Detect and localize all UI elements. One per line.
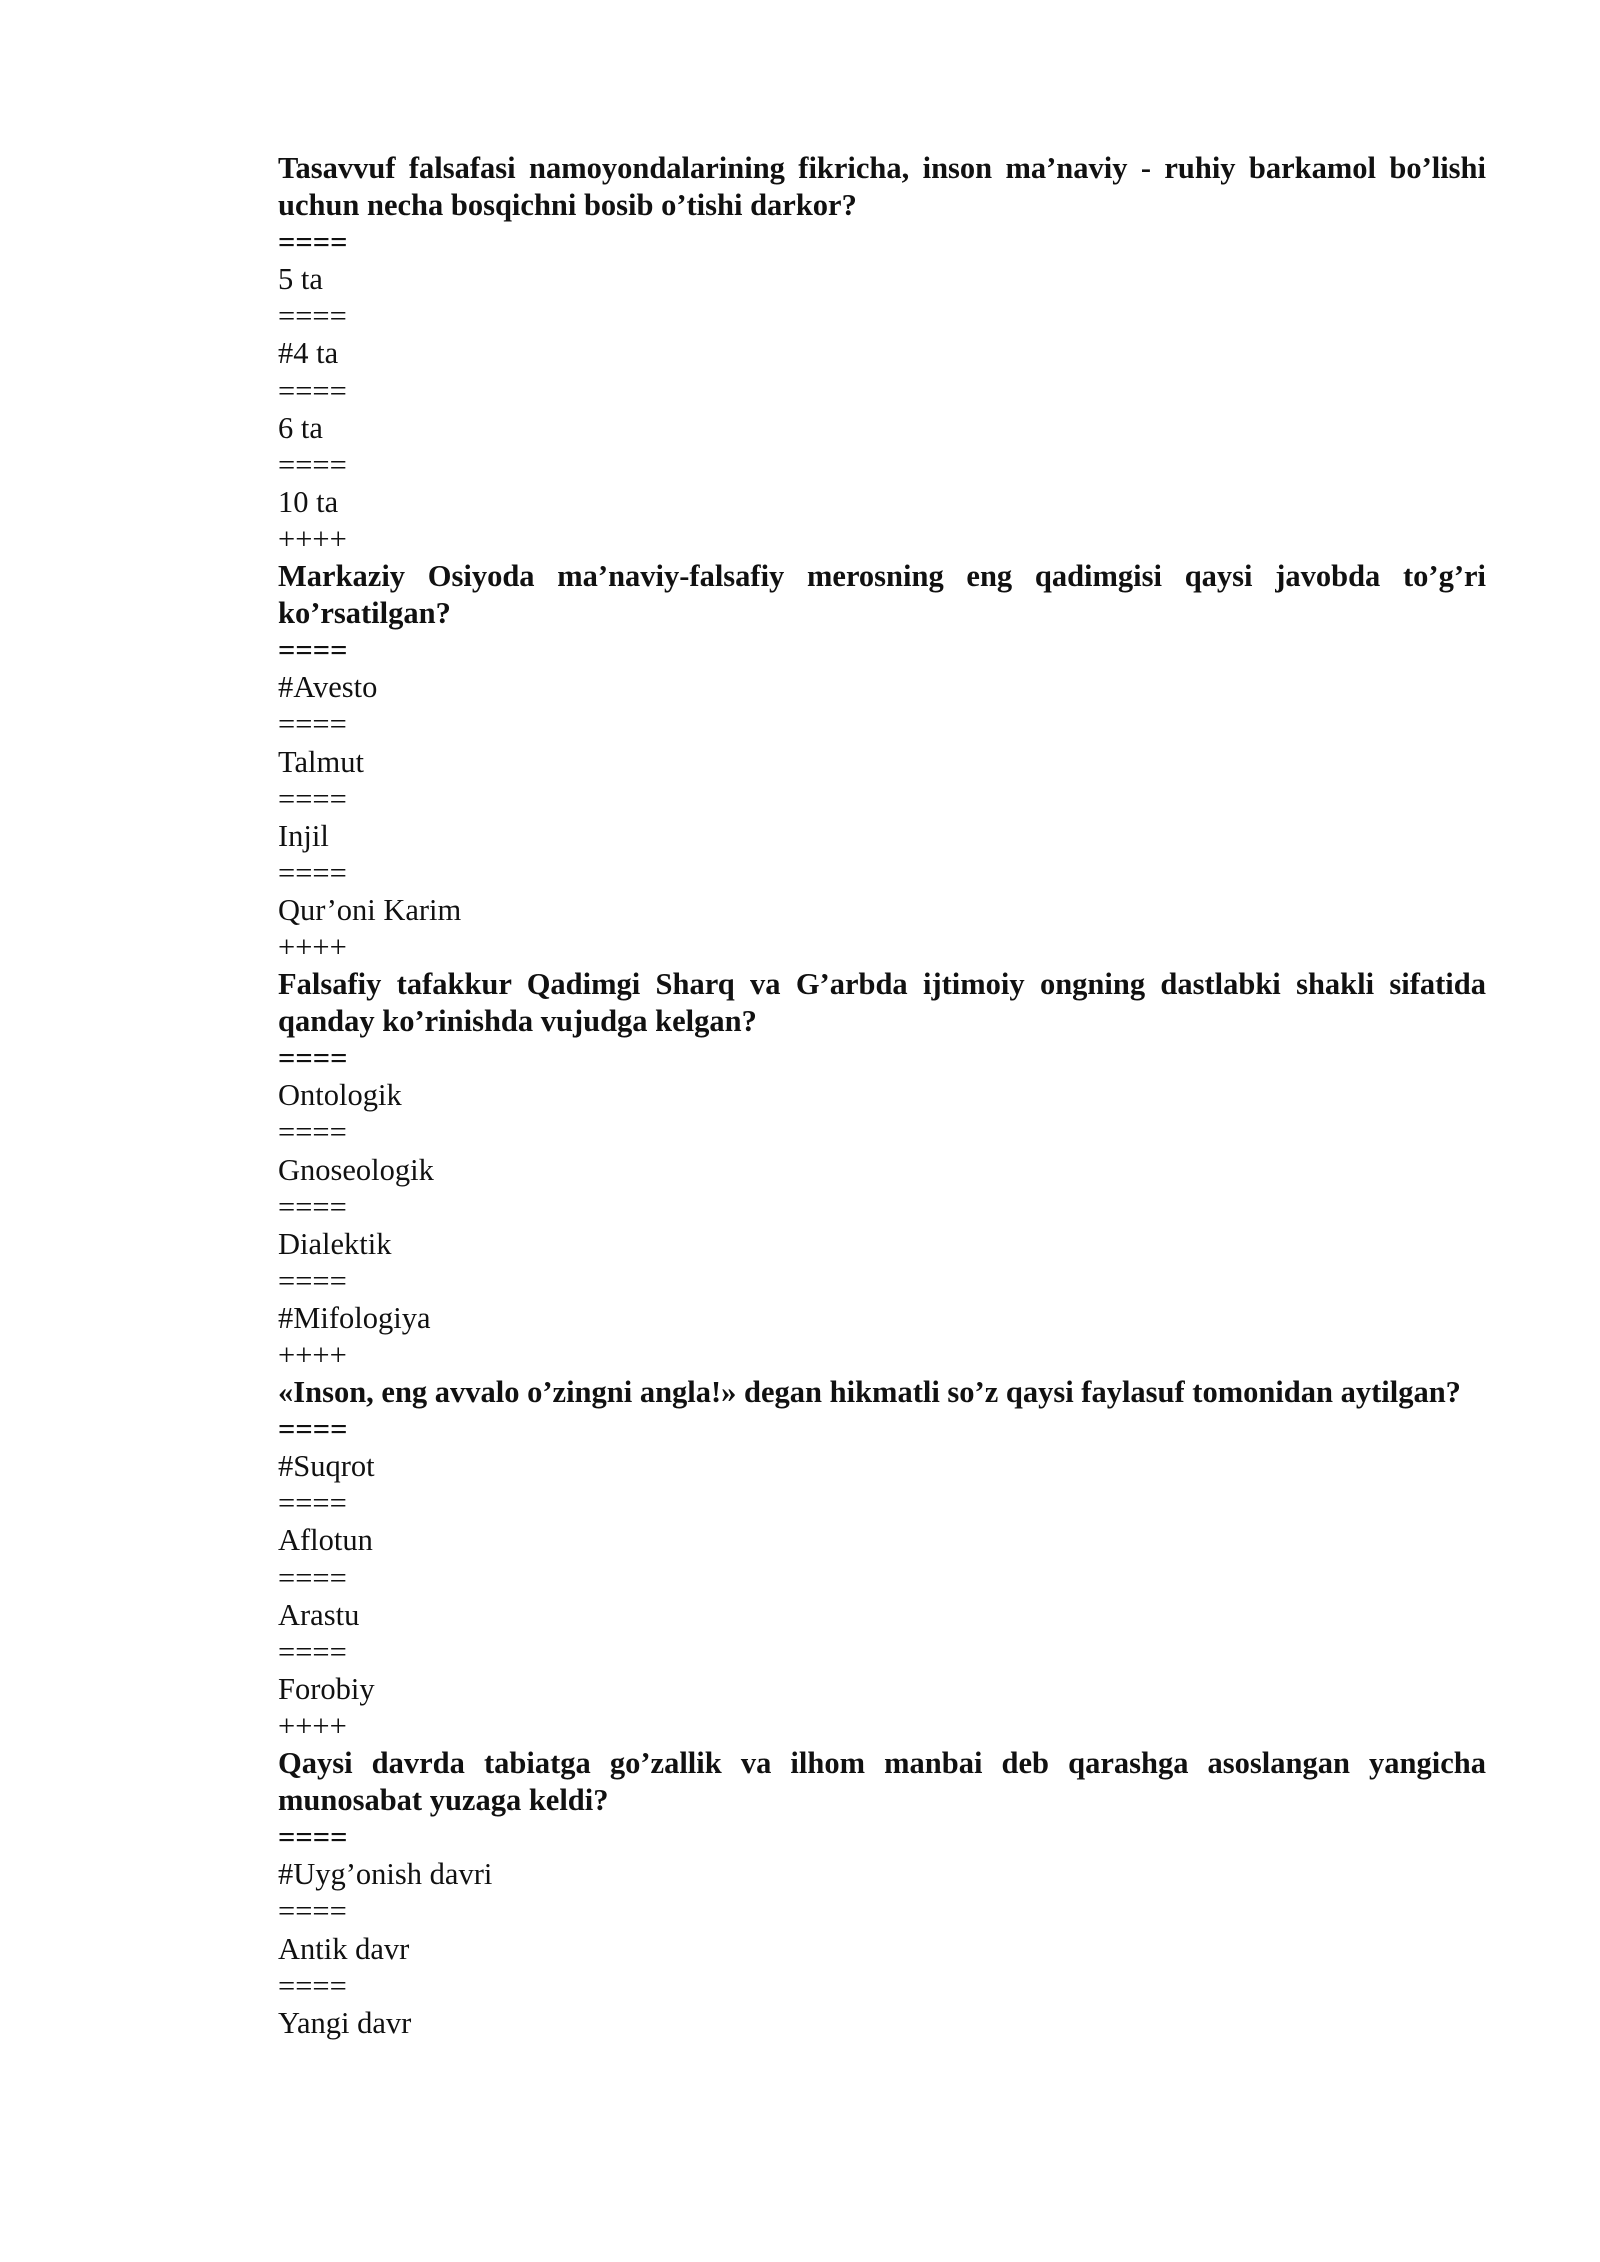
answer-option: Aflotun (278, 1523, 373, 1558)
option-separator: ==== (278, 1263, 347, 1298)
answer-option: Qur’oni Karim (278, 892, 462, 927)
option-separator: ==== (278, 1041, 348, 1076)
option-separator: ==== (278, 1968, 347, 2003)
option-separator: ==== (278, 225, 348, 260)
answer-option: Yangi davr (278, 2005, 412, 2040)
option-separator: ==== (278, 633, 348, 668)
answer-option-correct: #Avesto (278, 670, 378, 705)
question-text: Qaysi davrda tabiatga go’zallik va ilhom manbai deb qarashga asoslangan yangicha munosabat yuzaga keldi? (278, 1746, 1494, 1818)
option-separator: ==== (278, 299, 347, 334)
answer-option: 6 ta (278, 410, 323, 445)
answer-option-correct: #4 ta (278, 336, 339, 371)
question-text: Markaziy Osiyoda ma’naviy-falsafiy merosning eng qadimgisi qaysi javobda to’g’ri ko’rsatilgan? (278, 559, 1494, 631)
option-separator: ==== (278, 781, 347, 816)
option-separator: ==== (278, 447, 347, 482)
option-separator: ==== (278, 855, 347, 890)
answer-option: 5 ta (278, 262, 323, 297)
option-separator: ==== (278, 1634, 347, 1669)
option-separator: ==== (278, 1115, 347, 1150)
question-block (278, 1374, 1486, 1745)
answer-option: Talmut (278, 744, 364, 779)
question-block (278, 558, 1494, 966)
option-separator: ==== (278, 1486, 347, 1521)
block-separator: ++++ (278, 521, 347, 556)
question-block (278, 150, 1494, 558)
block-separator: ++++ (278, 929, 347, 964)
option-separator: ==== (278, 1412, 348, 1447)
question-text: Falsafiy tafakkur Qadimgi Sharq va G’arbda ijtimoiy ongning dastlabki shakli sifatida qanday ko’rinishda vujudga kelgan? (278, 967, 1494, 1039)
option-separator: ==== (278, 1894, 347, 1929)
answer-option-correct: #Mifologiya (278, 1300, 431, 1335)
answer-option: Antik davr (278, 1931, 410, 1966)
answer-option: 10 ta (278, 484, 339, 519)
block-separator: ++++ (278, 1338, 347, 1372)
answer-option: Ontologik (278, 1078, 402, 1113)
answer-option: Injil (278, 818, 329, 853)
option-separator: ==== (278, 1820, 348, 1855)
document-page (278, 150, 1494, 2042)
question-text: «Inson, eng avvalo o’zingni angla!» degan hikmatli so’z qaysi faylasuf tomonidan aytilgan? (278, 1375, 1461, 1410)
option-separator: ==== (278, 1560, 347, 1595)
question-block (278, 1745, 1494, 2042)
option-separator: ==== (278, 707, 347, 742)
option-separator: ==== (278, 373, 347, 408)
question-block (278, 966, 1494, 1374)
answer-option: Gnoseologik (278, 1152, 434, 1187)
answer-option: Forobiy (278, 1671, 375, 1706)
question-text: Tasavvuf falsafasi namoyondalarining fikricha, inson ma’naviy - ruhiy barkamol bo’lishi uchun necha bosqichni bosib o’tishi darkor? (278, 151, 1494, 223)
block-separator: ++++ (278, 1708, 347, 1743)
answer-option-correct: #Suqrot (278, 1449, 375, 1484)
answer-option-correct: #Uyg’onish davri (278, 1857, 493, 1892)
answer-option: Dialektik (278, 1226, 392, 1261)
option-separator: ==== (278, 1189, 347, 1224)
answer-option: Arastu (278, 1597, 360, 1632)
